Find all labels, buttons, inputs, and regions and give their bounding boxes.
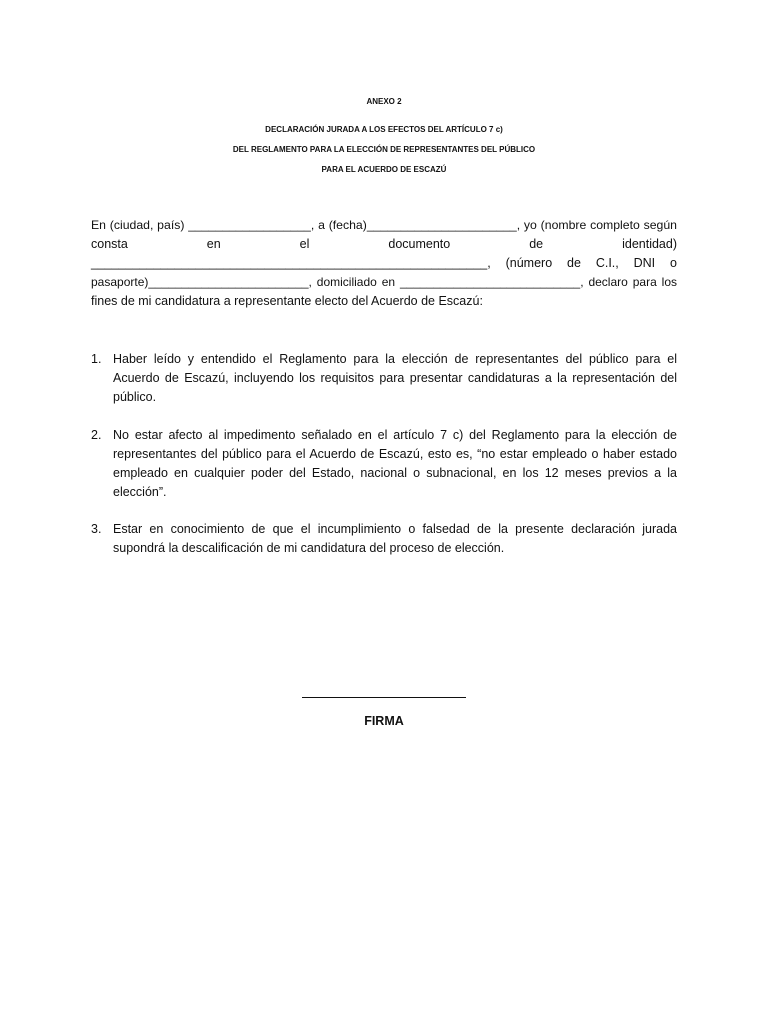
intro-paragraph — [91, 216, 677, 311]
list-item-text — [113, 426, 677, 502]
item-2-line-2: representantes del público para el Acuerdo de Escazú, esto es, “no estar empleado o haber estado — [113, 447, 677, 461]
item-2-line-1: No estar afecto al impedimento señalado en el artículo 7 c) del Reglamento para la elección de — [113, 428, 677, 442]
item-3-line-2: supondrá la descalificación de mi candidatura del proceso de elección. — [113, 541, 505, 555]
list-item-number: 2. — [91, 428, 102, 442]
intro-line-5: fines de mi candidatura a representante electo del Acuerdo de Escazú: — [91, 294, 483, 308]
list-item-text — [113, 350, 677, 407]
title-line-2: DEL REGLAMENTO PARA LA ELECCIÓN DE REPRESENTANTES DEL PÚBLICO — [232, 145, 536, 154]
intro-line-3: _________________________________________________________, (número de C.I., DNI o — [91, 256, 677, 270]
item-3-line-1: Estar en conocimiento de que el incumplimiento o falsedad de la presente declaración jurada — [113, 522, 677, 536]
list-item-text — [113, 520, 677, 558]
intro-line-1: En (ciudad, país) __________________, a (fecha)______________________, yo (nombre completo según — [91, 218, 677, 232]
item-1-line-1: Haber leído y entendido el Reglamento para la elección de representantes del público para el — [113, 352, 677, 366]
intro-line-2: consta en el documento de identidad) — [91, 237, 677, 251]
item-2-line-4: elección”. — [113, 485, 167, 499]
intro-line-4: pasaporte)________________________, domiciliado en ___________________________, declaro para los — [91, 275, 677, 289]
signature-label: FIRMA — [364, 714, 404, 728]
title-line-3: PARA EL ACUERDO DE ESCAZÚ — [321, 165, 447, 174]
item-2-line-3: empleado en cualquier poder del Estado, nacional o subnacional, en los 12 meses previos a la — [113, 466, 677, 480]
list-item-number: 1. — [91, 352, 102, 366]
signature-line — [302, 697, 466, 698]
annex-label: ANEXO 2 — [366, 97, 402, 106]
title-line-1: DECLARACIÓN JURADA A LOS EFECTOS DEL ARTÍCULO 7 c) — [265, 125, 503, 134]
item-1-line-2: Acuerdo de Escazú, incluyendo los requisitos para presentar candidaturas a la representación del — [113, 371, 677, 385]
list-item-number: 3. — [91, 522, 102, 536]
item-1-line-3: público. — [113, 390, 157, 404]
